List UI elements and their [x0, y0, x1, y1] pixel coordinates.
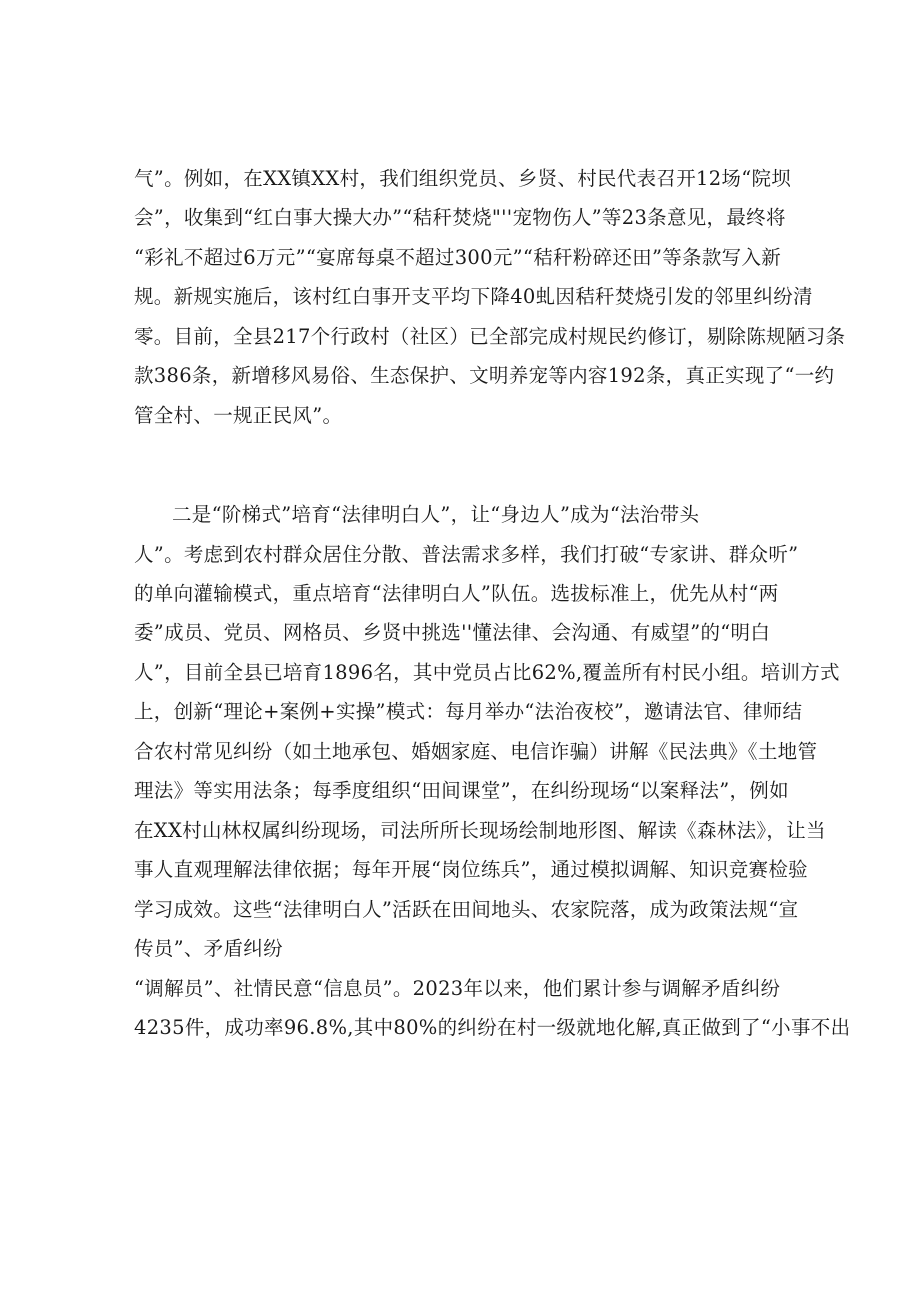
- text-line: 规。新规实施后，该村红白事开支平均下降40虬因秸秆焚烧引发的邻里纠纷清: [134, 285, 813, 308]
- text-line: 人”，目前全县已培育1896名，其中党员占比62%,覆盖所有村民小组。培训方式: [134, 661, 840, 684]
- text-line: “彩礼不超过6万元”“宴席每桌不超过300元”“秸秆粉碎还田”等条款写入新: [134, 246, 782, 269]
- text-line: 在XX村山林权属纠纷现场，司法所所长现场绘制地形图、解读《森林法》，让当: [134, 819, 826, 842]
- text-line: 学习成效。这些“法律明白人”活跃在田间地头、农家院落，成为政策法规“宣: [134, 898, 799, 921]
- text-line: 零。目前，全县217个行政村（社区）已全部完成村规民约修订，剔除陈规陋习条: [134, 325, 846, 348]
- paragraph-first-line: 二是“阶梯式”培育“法律明白人”，让“身边人”成为“法治带头: [172, 503, 700, 526]
- text-line: “调解员”、社情民意“信息员”。2023年以来，他们累计参与调解矛盾纠纷: [134, 977, 781, 1000]
- text-line: 理法》等实用法条；每季度组织“田间课堂”，在纠纷现场“以案释法”，例如: [134, 779, 789, 802]
- text-line: 合农村常见纠纷（如土地承包、婚姻家庭、电信诈骗）讲解《民法典》《土地管: [134, 740, 818, 763]
- text-line: 事人直观理解法律依据；每年开展“岗位练兵”，通过模拟调解、知识竞赛检验: [134, 858, 808, 881]
- text-line: 传员”、矛盾纠纷: [134, 937, 283, 960]
- text-line: 上，创新“理论+案例+实操”模式：每月举办“法治夜校”，邀请法官、律师结: [134, 700, 803, 723]
- text-line: 气”。例如，在XX镇XX村，我们组织党员、乡贤、村民代表召开12场“院坝: [134, 167, 792, 190]
- text-line: 委”成员、党员、网格员、乡贤中挑选''懂法律、会沟通、有威望”的“明白: [134, 621, 771, 644]
- text-line: 的单向灌输模式，重点培育“法律明白人”队伍。选拔标准上，优先从村“两: [134, 582, 779, 605]
- text-line: 人”。考虑到农村群众居住分散、普法需求多样，我们打破“专家讲、群众听”: [134, 543, 799, 566]
- text-line: 管全村、一规正民风”。: [134, 404, 343, 427]
- text-line: 款386条，新增移风易俗、生态保护、文明养宠等内容192条，真正实现了“一约: [134, 364, 835, 387]
- text-line: 4235件，成功率96.8%,其中80%的纠纷在村一级就地化解,真正做到了“小事不出: [134, 1016, 851, 1039]
- text-line: 会”，收集到“红白事大操大办”“秸秆焚烧"''宠物伤人”等23条意见，最终将: [134, 206, 786, 229]
